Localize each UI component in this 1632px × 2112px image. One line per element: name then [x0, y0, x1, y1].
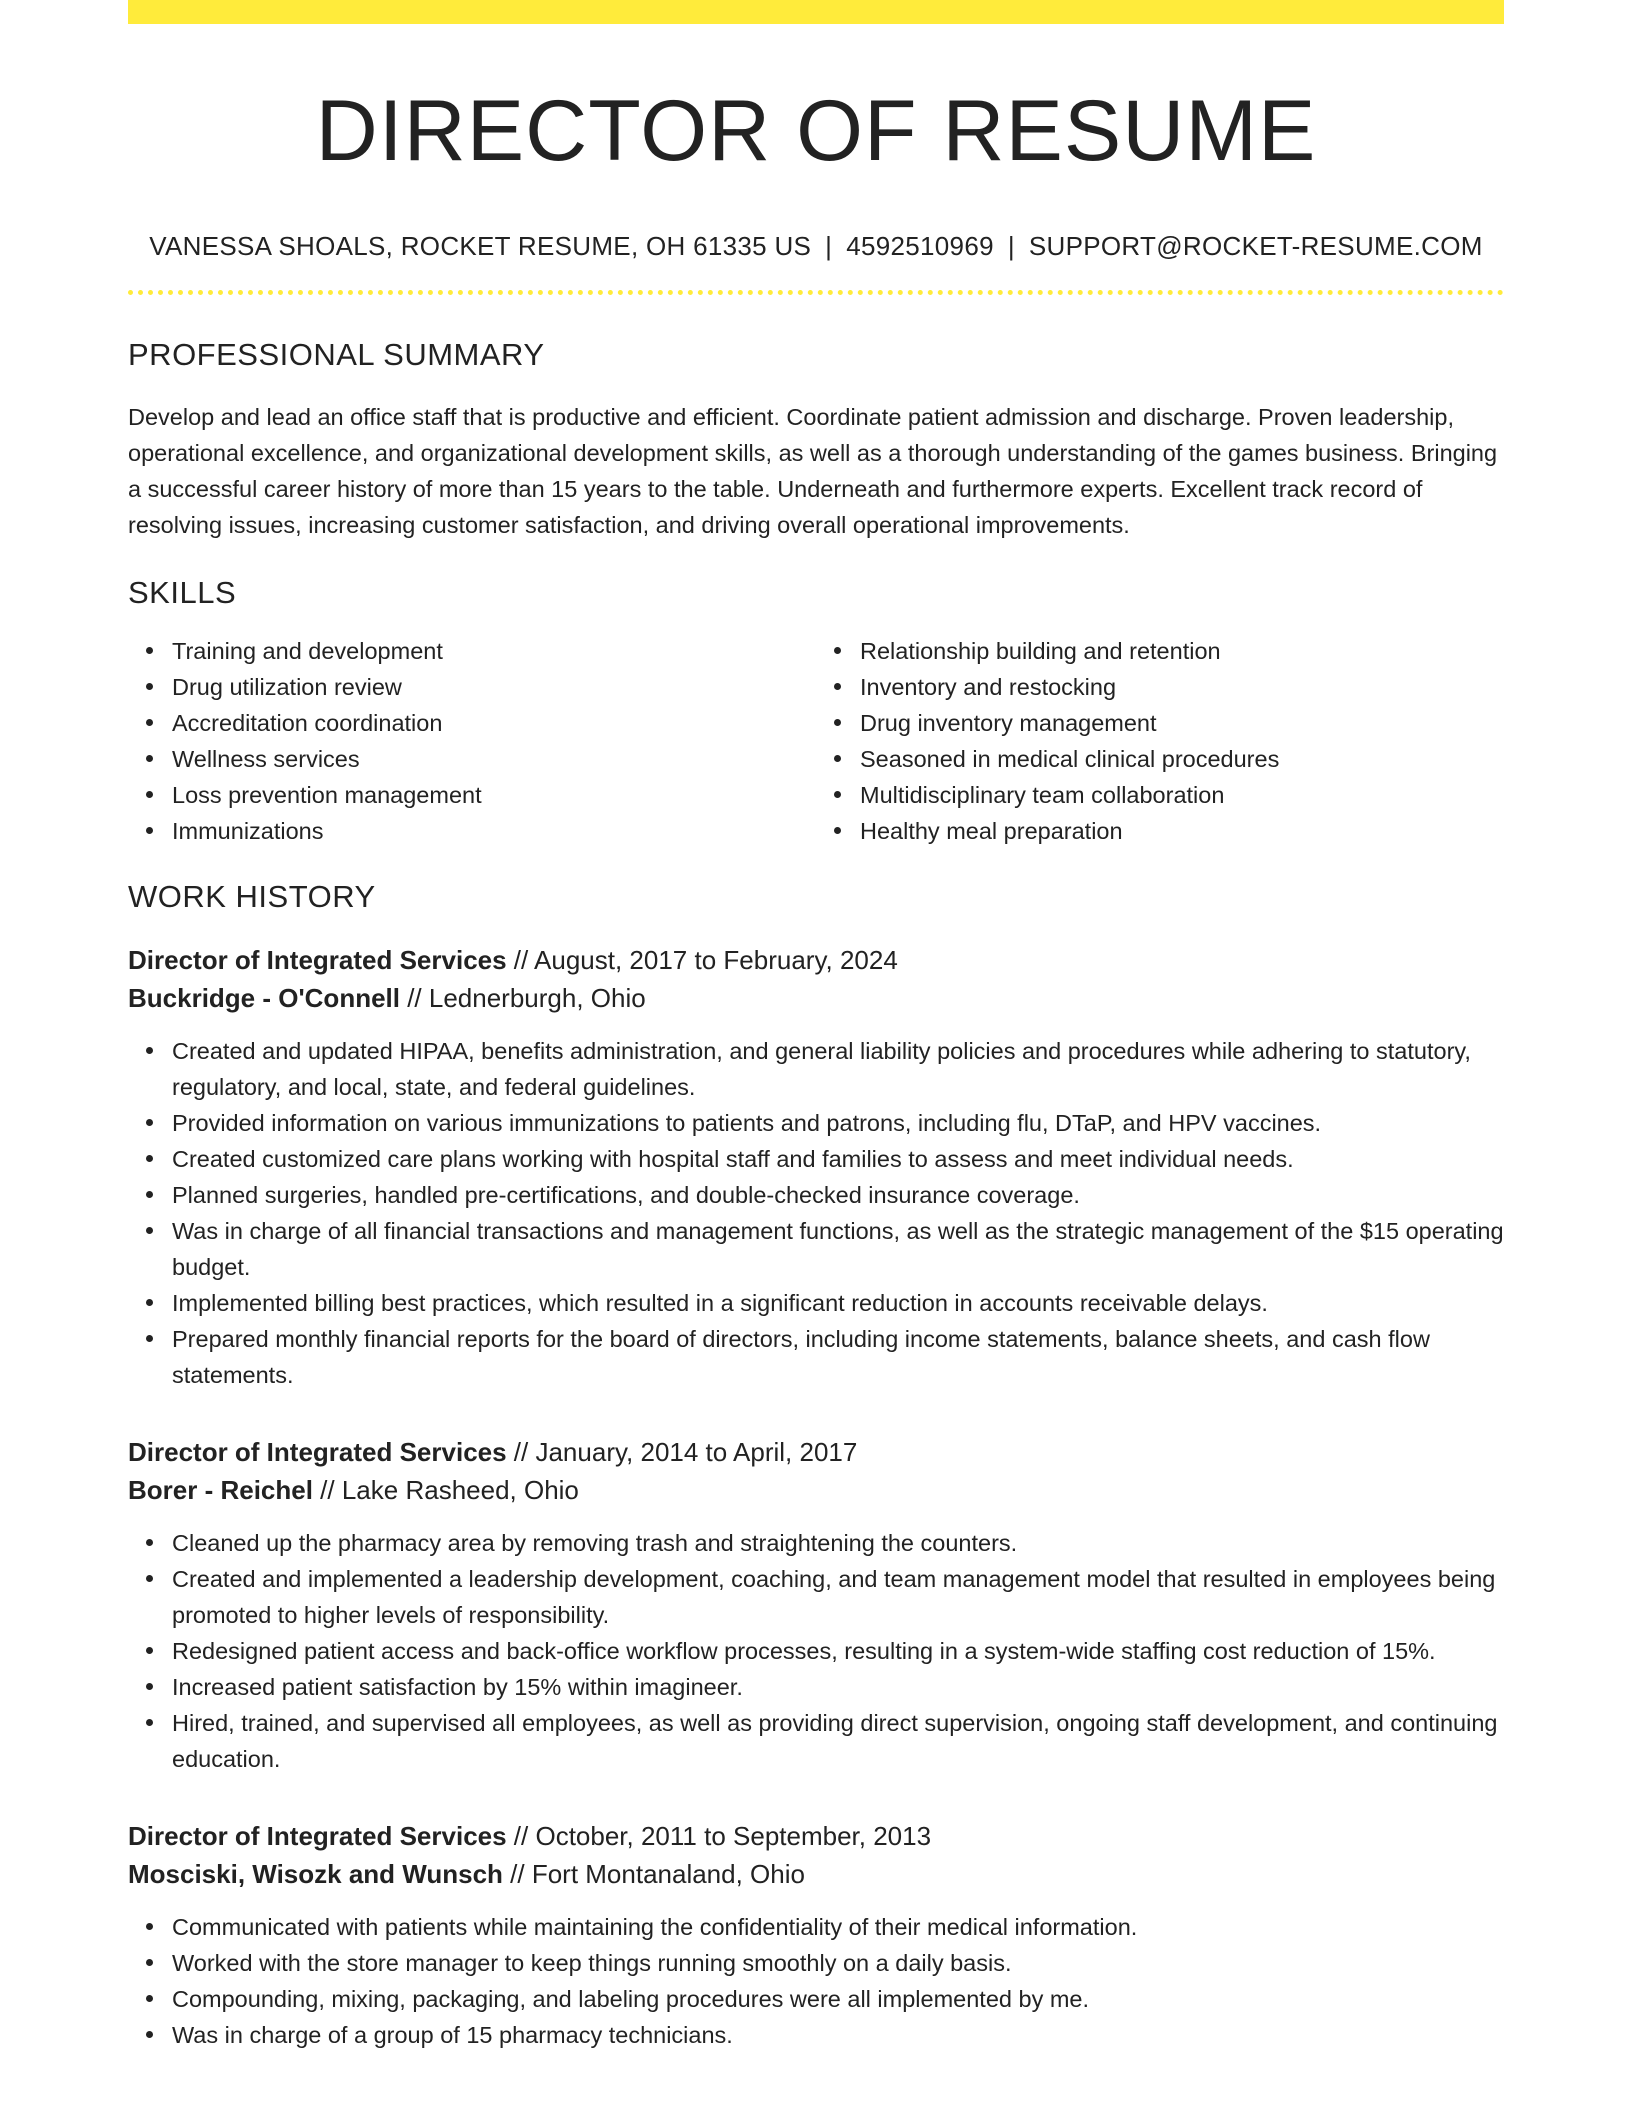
duty-item: Created and implemented a leadership development, coaching, and team management model that resulted in employees being promoted to higher levels of responsibility.	[172, 1561, 1504, 1633]
skills-list	[128, 633, 1504, 849]
duty-item: Provided information on various immunizations to patients and patrons, including flu, DTaP, and HPV vaccines.	[172, 1105, 1504, 1141]
summary-heading: PROFESSIONAL SUMMARY	[128, 336, 545, 372]
duty-item: Prepared monthly financial reports for the board of directors, including income statements, balance sheets, and cash flow statements.	[172, 1321, 1504, 1393]
job-dates: // August, 2017 to February, 2024	[506, 944, 898, 975]
skill-item: Seasoned in medical clinical procedures	[860, 741, 1504, 777]
skill-item: Drug inventory management	[860, 705, 1504, 741]
job-entry	[128, 1817, 1504, 2053]
skill-item: Relationship building and retention	[860, 633, 1504, 669]
job-title: Director of Integrated Services	[128, 1436, 507, 1467]
duty-item: Cleaned up the pharmacy area by removing trash and straightening the counters.	[172, 1525, 1504, 1561]
job-company: Borer - Reichel	[128, 1474, 313, 1505]
job-title-line	[128, 1817, 1504, 1855]
skill-item: Wellness services	[172, 741, 816, 777]
job-entry	[128, 1433, 1504, 1777]
dotted-divider	[128, 290, 1504, 295]
skills-heading: SKILLS	[128, 574, 237, 610]
contact-email: SUPPORT@ROCKET-RESUME.COM	[1028, 230, 1483, 261]
duty-item: Worked with the store manager to keep things running smoothly on a daily basis.	[172, 1945, 1504, 1981]
skill-item: Accreditation coordination	[172, 705, 816, 741]
job-title-line	[128, 941, 1504, 979]
contact-line	[128, 231, 1504, 262]
contact-separator: |	[1007, 230, 1015, 261]
skill-item: Training and development	[172, 633, 816, 669]
summary-text: Develop and lead an office staff that is productive and efficient. Coordinate patient admission and discharge. Proven leadership, operational excellence, and organizational development skills, as well as a thorough understanding of the games business. Bringing a successful career history of more than 15 years to the table. Underneath and furthermore experts. Excellent track record of resolving issues, increasing customer satisfaction, and driving overall operational improvements.	[128, 403, 1498, 538]
skill-item: Healthy meal preparation	[860, 813, 1504, 849]
duty-item: Compounding, mixing, packaging, and labeling procedures were all implemented by me.	[172, 1981, 1504, 2017]
duty-item: Was in charge of a group of 15 pharmacy technicians.	[172, 2017, 1504, 2053]
job-company: Mosciski, Wisozk and Wunsch	[128, 1858, 503, 1889]
skill-item: Drug utilization review	[172, 669, 816, 705]
skills-column-right	[816, 633, 1504, 849]
job-title: Director of Integrated Services	[128, 1820, 507, 1851]
job-company: Buckridge - O'Connell	[128, 982, 400, 1013]
skill-item: Inventory and restocking	[860, 669, 1504, 705]
duty-item: Was in charge of all financial transactions and management functions, as well as the strategic management of the $15 operating budget.	[172, 1213, 1504, 1285]
skill-item: Loss prevention management	[172, 777, 816, 813]
job-title-line	[128, 1433, 1504, 1471]
skills-column-left	[128, 633, 816, 849]
duty-item: Hired, trained, and supervised all employees, as well as providing direct supervision, ongoing staff development, and continuing education.	[172, 1705, 1504, 1777]
job-dates: // October, 2011 to September, 2013	[506, 1820, 932, 1851]
job-duties	[128, 1909, 1504, 2053]
job-company-line	[128, 1471, 1504, 1509]
contact-separator: |	[825, 230, 833, 261]
job-company-line	[128, 979, 1504, 1017]
skill-item: Multidisciplinary team collaboration	[860, 777, 1504, 813]
job-duties	[128, 1033, 1504, 1393]
job-title: Director of Integrated Services	[128, 944, 507, 975]
work-history-heading: WORK HISTORY	[128, 878, 376, 914]
job-company-line	[128, 1855, 1504, 1893]
skill-item: Immunizations	[172, 813, 816, 849]
job-location: // Fort Montanaland, Ohio	[502, 1858, 805, 1889]
duty-item: Redesigned patient access and back-office workflow processes, resulting in a system-wide staffing cost reduction of 15%.	[172, 1633, 1504, 1669]
duty-item: Implemented billing best practices, which resulted in a significant reduction in accounts receivable delays.	[172, 1285, 1504, 1321]
duty-item: Communicated with patients while maintaining the confidentiality of their medical information.	[172, 1909, 1504, 1945]
contact-address: VANESSA SHOALS, ROCKET RESUME, OH 61335 US	[149, 230, 812, 261]
resume-page	[128, 0, 1504, 2053]
job-location: // Lednerburgh, Ohio	[399, 982, 646, 1013]
contact-phone: 4592510969	[846, 230, 994, 261]
accent-top-bar	[128, 0, 1504, 24]
job-location: // Lake Rasheed, Ohio	[312, 1474, 579, 1505]
duty-item: Created customized care plans working with hospital staff and families to assess and meet individual needs.	[172, 1141, 1504, 1177]
duty-item: Created and updated HIPAA, benefits administration, and general liability policies and procedures while adhering to statutory, regulatory, and local, state, and federal guidelines.	[172, 1033, 1504, 1105]
job-dates: // January, 2014 to April, 2017	[506, 1436, 858, 1467]
duty-item: Planned surgeries, handled pre-certifications, and double-checked insurance coverage.	[172, 1177, 1504, 1213]
resume-title: DIRECTOR OF RESUME	[315, 83, 1317, 179]
job-entry	[128, 941, 1504, 1393]
duty-item: Increased patient satisfaction by 15% within imagineer.	[172, 1669, 1504, 1705]
job-duties	[128, 1525, 1504, 1777]
